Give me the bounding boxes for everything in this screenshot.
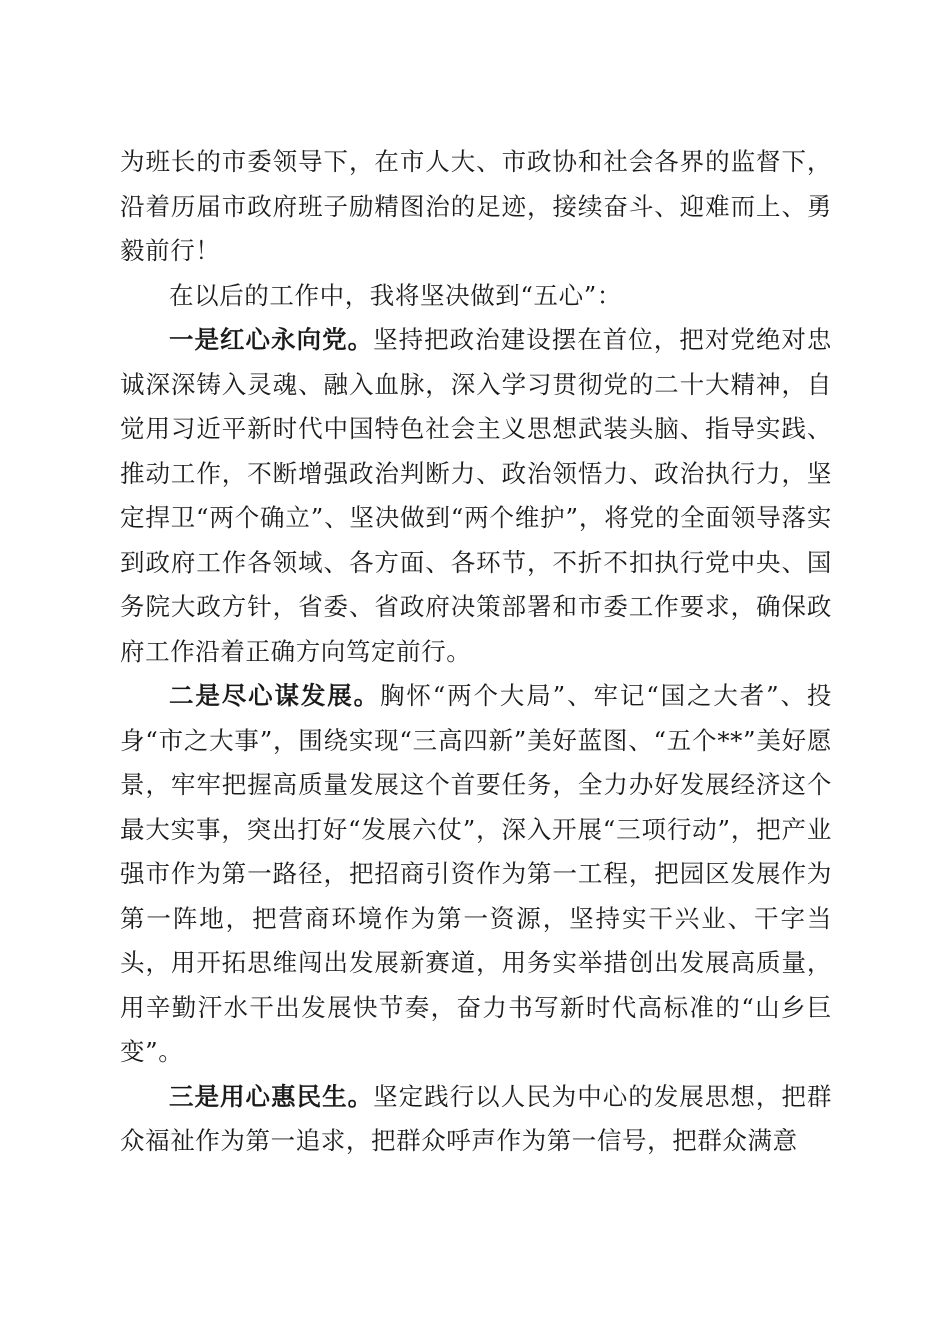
paragraph-three-body: 坚定践行以人民为中心的发展思想，把群众福祉作为第一追求，把群众呼声作为第一信号，把群众满意	[120, 1081, 832, 1155]
paragraph-three	[120, 1075, 832, 1164]
paragraph-one-lead: 一是红心永向党。	[169, 325, 374, 354]
paragraph-two-lead: 二是尽心谋发展。	[169, 681, 381, 710]
paragraph-two	[120, 674, 832, 1075]
paragraph-one	[120, 318, 832, 674]
paragraph-intro: 在以后的工作中，我将坚决做到“五心”：	[169, 280, 622, 310]
paragraph-three-lead: 三是用心惠民生。	[169, 1081, 374, 1111]
document-page	[120, 140, 832, 1164]
paragraph-two-body: 胸怀“两个大局”、牢记“国之大者”、投身“市之大事”，围绕实现“三高四新”美好蓝图、“五个**”美好愿景，牢牢把握高质量发展这个首要任务，全力办好发展经济这个最大实事，突出打好“发展六仗”，深入开展“三项行动”，把产业强市作为第一路径，把招商引资作为第一工程，把园区发展作为第一阵地，把营商环境作为第一资源，坚持实干兴业、干字当头，用开拓思维闯出发展新赛道，用务实举措创出发展高质量，用辛勤汗水干出发展快节奏，奋力书写新时代高标准的“山乡巨变”。	[120, 681, 832, 1066]
paragraph-one-body: 坚持把政治建设摆在首位，把对党绝对忠诚深深铸入灵魂、融入血脉，深入学习贯彻党的二十大精神，自觉用习近平新时代中国特色社会主义思想武装头脑、指导实践、推动工作，不断增强政治判断力、政治领悟力、政治执行力，坚定捍卫“两个确立”、坚决做到“两个维护”，将党的全面领导落实到政府工作各领域、各方面、各环节，不折不扣执行党中央、国务院大政方针，省委、省政府决策部署和市委工作要求，确保政府工作沿着正确方向笃定前行。	[120, 325, 832, 666]
paragraph-continuation: 为班长的市委领导下，在市人大、市政协和社会各界的监督下，沿着历届市政府班子励精图治的足迹，接续奋斗、迎难而上、勇毅前行！	[120, 147, 832, 265]
